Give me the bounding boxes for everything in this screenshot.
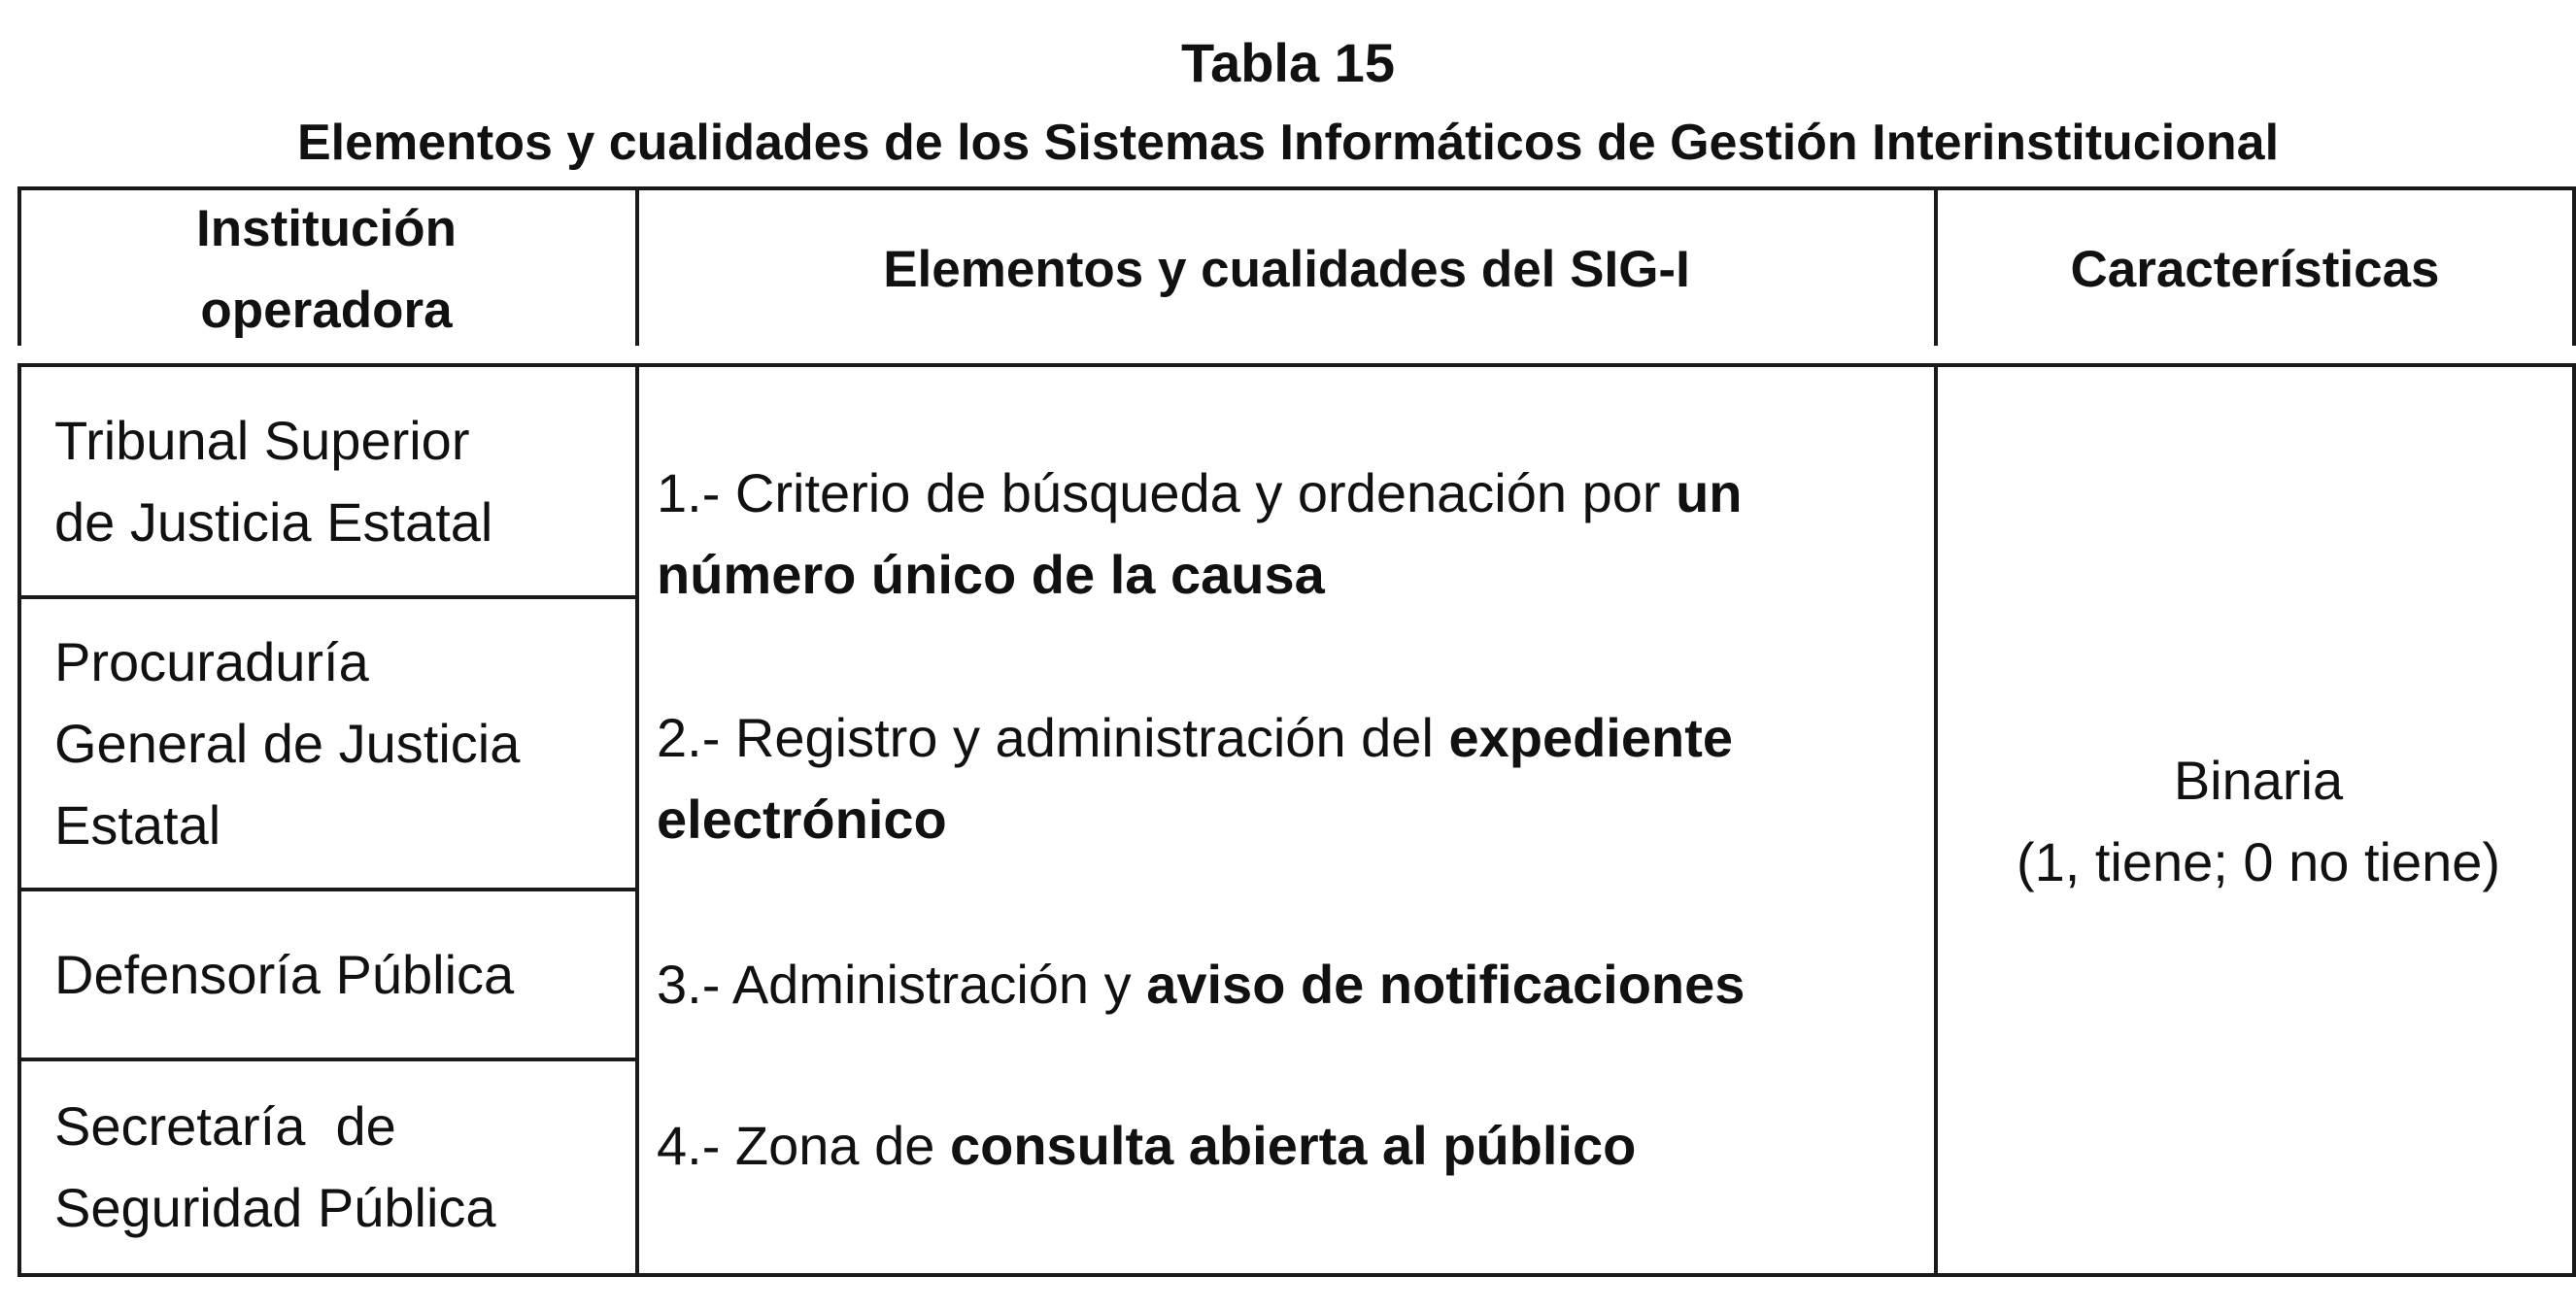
element-text: 4.- Zona de bbox=[657, 1115, 950, 1176]
table-caption: Elementos y cualidades de los Sistemas Informáticos de Gestión Interinstitucional bbox=[296, 115, 2280, 171]
header-institucion-line-2: operadora bbox=[200, 282, 453, 339]
institution-line: General de Justicia bbox=[54, 712, 521, 774]
institution-line: Seguridad Pública bbox=[54, 1177, 496, 1238]
characteristics-line-1: Binaria bbox=[2173, 750, 2344, 811]
element-item bbox=[657, 453, 1919, 616]
element-item bbox=[657, 944, 1919, 1025]
header-elementos: Elementos y cualidades del SIG-I bbox=[883, 241, 1690, 298]
institution-line: Procuraduría bbox=[54, 630, 369, 692]
element-text: 1.- Criterio de búsqueda y ordenación por bbox=[657, 462, 1677, 523]
element-highlight: aviso de notificaciones bbox=[1146, 954, 1746, 1015]
institution-cell bbox=[54, 891, 637, 1058]
left-border-body bbox=[17, 363, 21, 1277]
characteristics-line-2: (1, tiene; 0 no tiene) bbox=[2016, 831, 2501, 892]
element-item bbox=[657, 697, 1919, 860]
institution-cell bbox=[54, 1061, 637, 1273]
right-border-header bbox=[2572, 186, 2576, 346]
header-institucion bbox=[17, 190, 635, 350]
element-highlight: consulta abierta al público bbox=[949, 1115, 1637, 1176]
institution-line: Defensoría Pública bbox=[54, 943, 515, 1005]
element-text: 2.- Registro y administración del bbox=[657, 707, 1449, 768]
col-divider-2-body bbox=[1934, 363, 1938, 1277]
element-item bbox=[657, 1105, 1919, 1187]
header-caracteristicas: Características bbox=[2070, 241, 2440, 298]
table-bottom-border bbox=[17, 1273, 2576, 1277]
institution-line: Secretaría de bbox=[54, 1095, 396, 1157]
element-highlight: expediente electrónico bbox=[657, 707, 1734, 850]
institution-line: Estatal bbox=[54, 793, 221, 856]
characteristics-cell bbox=[1943, 740, 2574, 903]
institution-line: de Justicia Estatal bbox=[54, 490, 493, 553]
element-highlight: un número único de la causa bbox=[657, 462, 1743, 605]
institution-cell bbox=[54, 599, 637, 888]
table-number: Tabla 15 bbox=[1181, 32, 1395, 93]
institution-cell bbox=[54, 367, 637, 595]
institution-line: Tribunal Superior bbox=[54, 409, 470, 471]
element-text: 3.- Administración y bbox=[657, 954, 1147, 1015]
header-institucion-line-1: Institución bbox=[196, 200, 457, 257]
